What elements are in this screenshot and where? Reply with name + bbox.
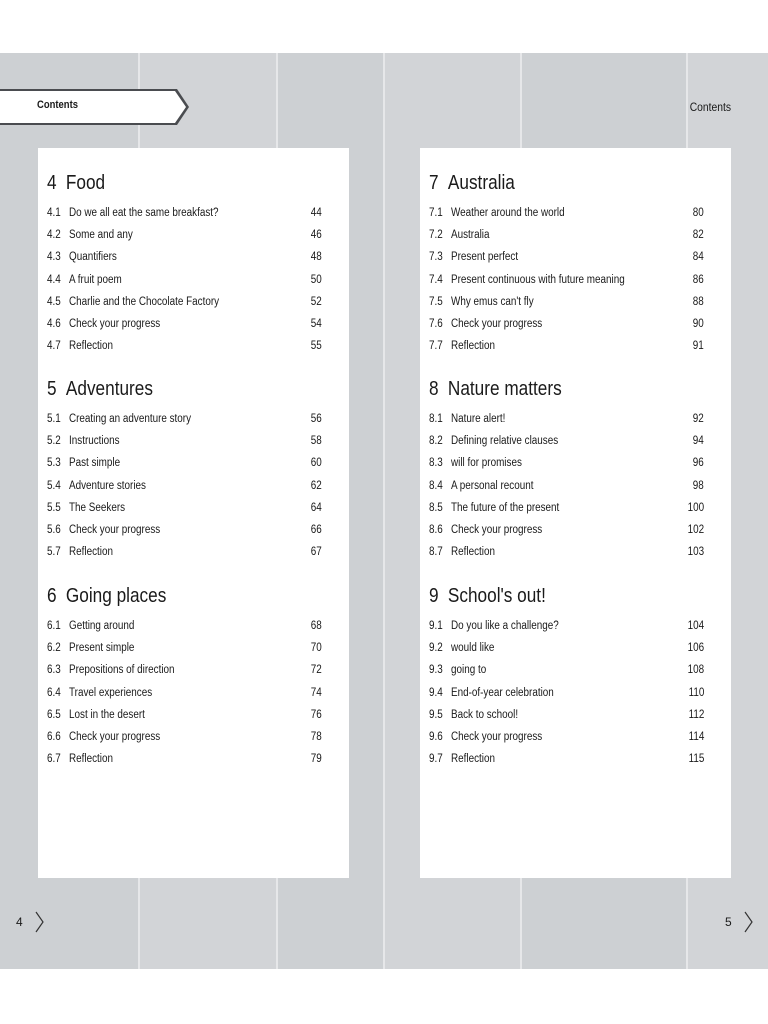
lesson-title: Reflection xyxy=(69,340,113,353)
lesson-number: 5.6 xyxy=(47,524,61,536)
unit-title: Food xyxy=(65,172,106,194)
lesson-number: 9.4 xyxy=(429,686,443,699)
lesson-row[interactable] xyxy=(38,546,349,566)
unit-heading[interactable] xyxy=(47,585,166,608)
lesson-number: 7.4 xyxy=(429,273,443,286)
lesson-title: Check your progress xyxy=(451,731,543,743)
lesson-title: Creating an adventure story xyxy=(69,413,192,425)
lesson-number: 6.2 xyxy=(47,642,61,655)
lesson-row[interactable] xyxy=(38,502,349,522)
lesson-number: 7.2 xyxy=(429,229,443,242)
lesson-title: The Seekers xyxy=(69,501,126,514)
lesson-title: Reflection xyxy=(451,753,495,766)
lesson-title: A personal recount xyxy=(451,479,534,492)
lesson-number: 6.6 xyxy=(47,731,61,743)
chevron-right-icon[interactable] xyxy=(35,911,45,933)
lesson-row[interactable] xyxy=(420,664,731,684)
lesson-number: 8.4 xyxy=(429,479,443,492)
lesson-row[interactable] xyxy=(420,753,731,773)
lesson-row[interactable] xyxy=(420,709,731,729)
lesson-page-number: 52 xyxy=(310,295,322,308)
lesson-title: Reflection xyxy=(69,753,113,766)
lesson-number: 5.4 xyxy=(47,479,61,492)
lesson-row[interactable] xyxy=(420,318,731,338)
lesson-page-number: 106 xyxy=(687,642,704,655)
lesson-title: Past simple xyxy=(69,457,121,470)
lesson-page-number: 84 xyxy=(692,251,704,264)
lesson-row[interactable] xyxy=(420,620,731,640)
lesson-page-number: 112 xyxy=(688,708,704,721)
lesson-page-number: 91 xyxy=(692,340,704,353)
lesson-row[interactable] xyxy=(420,480,731,500)
lesson-row[interactable] xyxy=(420,435,731,455)
lesson-title: The future of the present xyxy=(451,501,560,514)
lesson-page-number: 58 xyxy=(310,435,322,448)
lesson-title: Present simple xyxy=(69,642,135,655)
unit-heading[interactable] xyxy=(429,378,562,401)
lesson-page-number: 98 xyxy=(692,479,704,492)
lesson-page-number: 62 xyxy=(310,479,322,492)
unit-number: 9 xyxy=(429,585,439,607)
lesson-number: 6.7 xyxy=(47,753,61,766)
lesson-row[interactable] xyxy=(420,731,731,751)
lesson-number: 7.7 xyxy=(429,340,443,353)
unit-heading[interactable] xyxy=(47,378,153,401)
lesson-number: 9.2 xyxy=(429,642,443,655)
unit-number: 6 xyxy=(47,585,57,607)
contents-tab[interactable] xyxy=(0,88,190,126)
lesson-row[interactable] xyxy=(38,435,349,455)
lesson-row[interactable] xyxy=(38,207,349,227)
lesson-row[interactable] xyxy=(38,753,349,773)
lesson-row[interactable] xyxy=(420,251,731,271)
lesson-number: 4.1 xyxy=(47,207,61,219)
lesson-title: Prepositions of direction xyxy=(69,664,175,677)
lesson-page-number: 86 xyxy=(692,273,704,286)
lesson-number: 5.3 xyxy=(47,457,61,470)
lesson-title: Defining relative clauses xyxy=(451,435,559,448)
lesson-row[interactable] xyxy=(38,524,349,544)
lesson-number: 5.1 xyxy=(47,413,61,425)
lesson-number: 4.3 xyxy=(47,251,61,264)
lesson-row[interactable] xyxy=(38,731,349,751)
lesson-title: Check your progress xyxy=(69,524,161,536)
lesson-number: 4.4 xyxy=(47,273,61,286)
lesson-row[interactable] xyxy=(38,340,349,360)
lesson-number: 9.6 xyxy=(429,731,443,743)
lesson-title: Present perfect xyxy=(451,251,519,264)
lesson-number: 6.4 xyxy=(47,686,61,699)
book-spread xyxy=(0,53,768,969)
unit-title: Australia xyxy=(447,172,515,194)
lesson-row[interactable] xyxy=(38,413,349,433)
lesson-row[interactable] xyxy=(38,457,349,477)
lesson-title: Reflection xyxy=(451,340,495,353)
unit-number: 7 xyxy=(429,172,439,194)
lesson-title: Getting around xyxy=(69,620,135,632)
lesson-row[interactable] xyxy=(420,207,731,227)
lesson-number: 8.6 xyxy=(429,524,443,536)
unit-title: Going places xyxy=(65,585,167,607)
lesson-page-number: 100 xyxy=(687,501,704,514)
lesson-row[interactable] xyxy=(38,274,349,294)
lesson-page-number: 94 xyxy=(692,435,704,448)
lesson-number: 5.2 xyxy=(47,435,61,448)
lesson-number: 4.7 xyxy=(47,340,61,353)
lesson-number: 6.5 xyxy=(47,708,61,721)
lesson-number: 4.6 xyxy=(47,318,61,330)
contents-panel-left xyxy=(38,148,349,878)
unit-title: School's out! xyxy=(447,585,546,607)
lesson-page-number: 108 xyxy=(687,664,704,677)
lesson-row[interactable] xyxy=(38,620,349,640)
lesson-page-number: 55 xyxy=(310,340,322,353)
lesson-number: 8.2 xyxy=(429,435,443,448)
chevron-right-icon[interactable] xyxy=(744,911,754,933)
lesson-number: 7.1 xyxy=(429,207,443,219)
lesson-row[interactable] xyxy=(420,457,731,477)
lesson-title: Check your progress xyxy=(451,318,543,330)
lesson-row[interactable] xyxy=(38,229,349,249)
lesson-number: 8.7 xyxy=(429,546,443,559)
page-number-right: 5 xyxy=(725,915,732,929)
lesson-page-number: 104 xyxy=(687,620,704,632)
unit-number: 5 xyxy=(47,378,57,400)
unit-number: 8 xyxy=(429,378,439,400)
lesson-title: Some and any xyxy=(69,229,133,242)
lesson-page-number: 90 xyxy=(692,318,704,330)
lesson-number: 6.3 xyxy=(47,664,61,677)
lesson-title: Check your progress xyxy=(69,318,161,330)
lesson-row[interactable] xyxy=(420,502,731,522)
lesson-page-number: 66 xyxy=(310,524,322,536)
lesson-title: would like xyxy=(451,642,495,655)
lesson-row[interactable] xyxy=(420,642,731,662)
lesson-page-number: 102 xyxy=(687,524,704,536)
lesson-row[interactable] xyxy=(420,296,731,316)
page-header-title: Contents xyxy=(689,100,731,114)
lesson-title: Why emus can't fly xyxy=(451,295,534,308)
lesson-page-number: 44 xyxy=(310,207,322,219)
lesson-title: going to xyxy=(451,664,487,677)
lesson-row[interactable] xyxy=(38,251,349,271)
lesson-number: 9.5 xyxy=(429,708,443,721)
lesson-page-number: 82 xyxy=(692,229,704,242)
lesson-page-number: 92 xyxy=(692,413,704,425)
lesson-number: 5.5 xyxy=(47,501,61,514)
lesson-row[interactable] xyxy=(38,480,349,500)
lesson-page-number: 72 xyxy=(310,664,322,677)
unit-title: Nature matters xyxy=(447,378,562,400)
lesson-page-number: 115 xyxy=(688,753,704,766)
contents-panel-right xyxy=(420,148,731,878)
lesson-title: End-of-year celebration xyxy=(451,686,554,699)
unit-heading[interactable] xyxy=(47,172,105,195)
lesson-number: 4.2 xyxy=(47,229,61,242)
lesson-number: 8.1 xyxy=(429,413,443,425)
lesson-title: Do we all eat the same breakfast? xyxy=(69,207,219,219)
tab-arrow-shape xyxy=(0,88,190,126)
lesson-page-number: 80 xyxy=(692,207,704,219)
lesson-number: 8.3 xyxy=(429,457,443,470)
lesson-title: Reflection xyxy=(69,546,113,559)
lesson-page-number: 48 xyxy=(310,251,322,264)
lesson-title: Adventure stories xyxy=(69,479,146,492)
lesson-row[interactable] xyxy=(420,413,731,433)
lesson-title: A fruit poem xyxy=(69,273,122,286)
lesson-number: 9.1 xyxy=(429,620,443,632)
lesson-page-number: 67 xyxy=(310,546,322,559)
lesson-row[interactable] xyxy=(420,274,731,294)
lesson-title: Weather around the world xyxy=(451,207,565,219)
lesson-row[interactable] xyxy=(38,296,349,316)
lesson-row[interactable] xyxy=(38,318,349,338)
lesson-row[interactable] xyxy=(38,687,349,707)
lesson-row[interactable] xyxy=(38,664,349,684)
unit-number: 4 xyxy=(47,172,57,194)
lesson-number: 6.1 xyxy=(47,620,61,632)
lesson-page-number: 68 xyxy=(310,620,322,632)
lesson-row[interactable] xyxy=(420,340,731,360)
lesson-page-number: 79 xyxy=(310,753,322,766)
lesson-title: Australia xyxy=(451,229,490,242)
lesson-page-number: 70 xyxy=(310,642,322,655)
lesson-title: Lost in the desert xyxy=(69,708,145,721)
lesson-number: 9.7 xyxy=(429,753,443,766)
lesson-title: Check your progress xyxy=(69,731,161,743)
lesson-title: Quantifiers xyxy=(69,251,117,264)
unit-heading[interactable] xyxy=(429,585,546,608)
lesson-page-number: 114 xyxy=(688,731,704,743)
lesson-title: Do you like a challenge? xyxy=(451,620,559,632)
lesson-page-number: 96 xyxy=(692,457,704,470)
lesson-row[interactable] xyxy=(420,546,731,566)
lesson-page-number: 64 xyxy=(310,501,322,514)
lesson-page-number: 88 xyxy=(692,295,704,308)
lesson-page-number: 50 xyxy=(310,273,322,286)
lesson-title: Reflection xyxy=(451,546,495,559)
lesson-row[interactable] xyxy=(420,229,731,249)
lesson-title: Instructions xyxy=(69,435,120,448)
lesson-number: 9.3 xyxy=(429,664,443,677)
lesson-title: Check your progress xyxy=(451,524,543,536)
lesson-page-number: 54 xyxy=(310,318,322,330)
lesson-page-number: 60 xyxy=(310,457,322,470)
lesson-title: Present continuous with future meaning xyxy=(451,273,625,286)
lesson-title: will for promises xyxy=(451,457,522,470)
lesson-page-number: 110 xyxy=(688,686,704,699)
lesson-number: 5.7 xyxy=(47,546,61,559)
lesson-page-number: 103 xyxy=(687,546,704,559)
lesson-page-number: 78 xyxy=(310,731,322,743)
lesson-row[interactable] xyxy=(420,687,731,707)
lesson-number: 7.6 xyxy=(429,318,443,330)
lesson-page-number: 56 xyxy=(310,413,322,425)
lesson-number: 7.3 xyxy=(429,251,443,264)
page-number-left: 4 xyxy=(16,915,23,929)
lesson-title: Travel experiences xyxy=(69,686,153,699)
lesson-page-number: 46 xyxy=(310,229,322,242)
lesson-number: 8.5 xyxy=(429,501,443,514)
lesson-title: Nature alert! xyxy=(451,413,506,425)
lesson-title: Back to school! xyxy=(451,708,519,721)
lesson-title: Charlie and the Chocolate Factory xyxy=(69,295,220,308)
lesson-row[interactable] xyxy=(38,709,349,729)
lesson-number: 7.5 xyxy=(429,295,443,308)
lesson-row[interactable] xyxy=(38,642,349,662)
column-divider xyxy=(383,53,385,969)
lesson-page-number: 74 xyxy=(310,686,322,699)
lesson-row[interactable] xyxy=(420,524,731,544)
unit-title: Adventures xyxy=(65,378,153,400)
contents-tab-label: Contents xyxy=(37,99,78,111)
unit-heading[interactable] xyxy=(429,172,515,195)
lesson-number: 4.5 xyxy=(47,295,61,308)
lesson-page-number: 76 xyxy=(310,708,322,721)
